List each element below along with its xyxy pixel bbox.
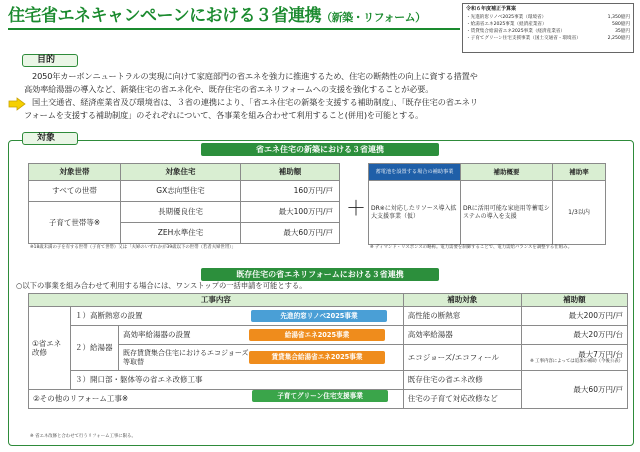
- amount-cell: [521, 345, 627, 371]
- budget-row: ・賃貸集合給湯省エネ2025事業（経済産業省） 35億円: [466, 28, 630, 34]
- project-tag: 先進的窓リノベ2025事業: [251, 310, 387, 322]
- housing-cell: GX志向型住宅: [121, 181, 241, 202]
- title-underline: [8, 28, 460, 30]
- amount-note: ※ 工事内容によっては追加の補助（今後公表）: [530, 359, 623, 365]
- target-cell: 既存住宅の省エネ改修: [403, 371, 521, 390]
- work-label: 既存賃貸集合住宅におけるエコジョーズ等取替: [123, 348, 249, 366]
- budget-box: [462, 3, 634, 53]
- column-header: 対象世帯: [29, 164, 121, 181]
- reform-intro: ○以下の事業を組み合わせて利用する場合には、ワンストップの一括申請を可能とする。: [16, 281, 307, 290]
- amount-cell: 最大60万円/戸: [241, 223, 340, 244]
- column-header: 補助対象: [403, 294, 521, 307]
- table-row: [29, 326, 628, 345]
- amount-cell: 最大100万円/戸: [241, 202, 340, 223]
- page-title: [8, 6, 426, 27]
- amount-value: 最大7万円/台: [578, 349, 623, 359]
- purpose-line: 2050年カーボンニュートラルの実現に向けて家庭部門の省エネを強力に推進するため、住宅の断熱性の向上に資する措置や: [24, 71, 478, 81]
- rate-cell: 1/3以内: [553, 181, 606, 245]
- purpose-line: 高効率給湯器の導入など、新築住宅の省エネ化や、既存住宅の省エネリフォームへの支援を強化することが必要。: [24, 84, 434, 94]
- amount-cell: 160万円/戸: [241, 181, 340, 202]
- project-tag: 子育てグリーン住宅支援事業: [252, 390, 388, 402]
- housing-cell: ZEH水準住宅: [121, 223, 241, 244]
- arrow-right-icon: [8, 97, 26, 111]
- household-cell: 子育て世帯等※: [29, 202, 121, 244]
- column-header: 補助額: [521, 294, 627, 307]
- battery-table: [368, 163, 606, 245]
- column-header: 対象住宅: [121, 164, 241, 181]
- target-cell: 高性能の断熱窓: [403, 307, 521, 326]
- work-label: ②その他のリフォーム工事※: [33, 394, 129, 404]
- amount-cell: 最大200万円/戸: [521, 307, 627, 326]
- group-label-cell: ①省エネ改修: [29, 307, 71, 390]
- table-row: [29, 345, 628, 371]
- amount-cell: 最大60万円/戸: [521, 371, 627, 409]
- reform-note: ※ 省エネ改修と合わせて行うリフォーム工事に限る。: [30, 434, 136, 439]
- reform-banner: 既存住宅の省エネリフォームにおける３省連携: [201, 268, 439, 281]
- purpose-line: 国土交通省、経済産業省及び環境省は、３省の連携により、「省エネ住宅の新築を支援する補助制度」、「既存住宅の省エネリ: [24, 97, 478, 107]
- project-tag: 賃貸集合給湯省エネ2025事業: [249, 351, 385, 363]
- table-row: [29, 371, 628, 390]
- column-header: 補助額: [241, 164, 340, 181]
- budget-row: ・給湯省エネ2025事業（経済産業省） 580億円: [466, 21, 630, 27]
- work-cell: [119, 326, 404, 345]
- table-row: [29, 202, 340, 223]
- table-header-row: [29, 164, 340, 181]
- work-cell: ３）開口部・躯体等の省エネ改修工事: [71, 371, 404, 390]
- target-heading: 対象: [22, 132, 78, 145]
- work-label: 高効率給湯器の設置: [123, 329, 191, 339]
- target-cell: 住宅の子育て対応改修など: [403, 390, 521, 409]
- budget-heading: 令和６年度補正予算案: [466, 6, 517, 12]
- table-row: [29, 307, 628, 326]
- work-cell: [119, 345, 404, 371]
- budget-row: ・先進的窓リノベ2025事業（環境省） 1,350億円: [466, 14, 630, 20]
- column-header: 蓄電池を設置する場合の補助事業: [369, 164, 461, 181]
- purpose-heading: 目的: [22, 54, 78, 67]
- column-header: 工事内容: [29, 294, 404, 307]
- target-cell: エコジョーズ/エコフィール: [403, 345, 521, 371]
- purpose-text: [24, 70, 632, 122]
- project-tag: 給湯省エネ2025事業: [249, 329, 385, 341]
- new-build-note: ※18歳未満の子を有する世帯（子育て世帯）又は「夫婦のいずれかが39歳以下の世帯（若者夫婦世帯）」: [30, 245, 236, 250]
- page-title-sub: （新築・リフォーム）: [321, 11, 426, 24]
- work-cell: [71, 307, 404, 326]
- household-cell: すべての世帯: [29, 181, 121, 202]
- table-header-row: [369, 164, 606, 181]
- amount-cell: 最大20万円/台: [521, 326, 627, 345]
- table-row: [369, 181, 606, 245]
- housing-cell: 長期優良住宅: [121, 202, 241, 223]
- purpose-line: フォームを支援する補助制度」のそれぞれについて、各事業を組み合わせて利用すること(併用)を可能とする。: [24, 110, 424, 120]
- column-header: 補助概要: [461, 164, 553, 181]
- page-title-main: 住宅省エネキャンペーンにおける３省連携: [8, 6, 322, 26]
- work-label-cell: ２）給湯器: [71, 326, 119, 371]
- column-header: 補助率: [553, 164, 606, 181]
- battery-note: ※ ディマンド・リスポンスの略称。電力需要を制御することで、電力需給バランスを調整する仕組み。: [370, 245, 573, 250]
- new-build-table: [28, 163, 340, 244]
- budget-row: ・子育てグリーン住宅支援事業（国土交通省・環境省） 2,250億円: [466, 36, 630, 42]
- table-row: [29, 181, 340, 202]
- plus-icon: ＋: [346, 196, 366, 220]
- shared-project-wrap: [252, 390, 388, 402]
- work-label: １）高断熱窓の設置: [75, 310, 143, 320]
- new-build-banner: 省エネ住宅の新築における３省連携: [201, 143, 439, 156]
- project-cell: DR※に対応したリソース導入拡大支援事業（仮）: [369, 181, 461, 245]
- table-header-row: [29, 294, 628, 307]
- summary-cell: DRに活用可能な家庭用等蓄電システムの導入を支援: [461, 181, 553, 245]
- target-cell: 高効率給湯器: [403, 326, 521, 345]
